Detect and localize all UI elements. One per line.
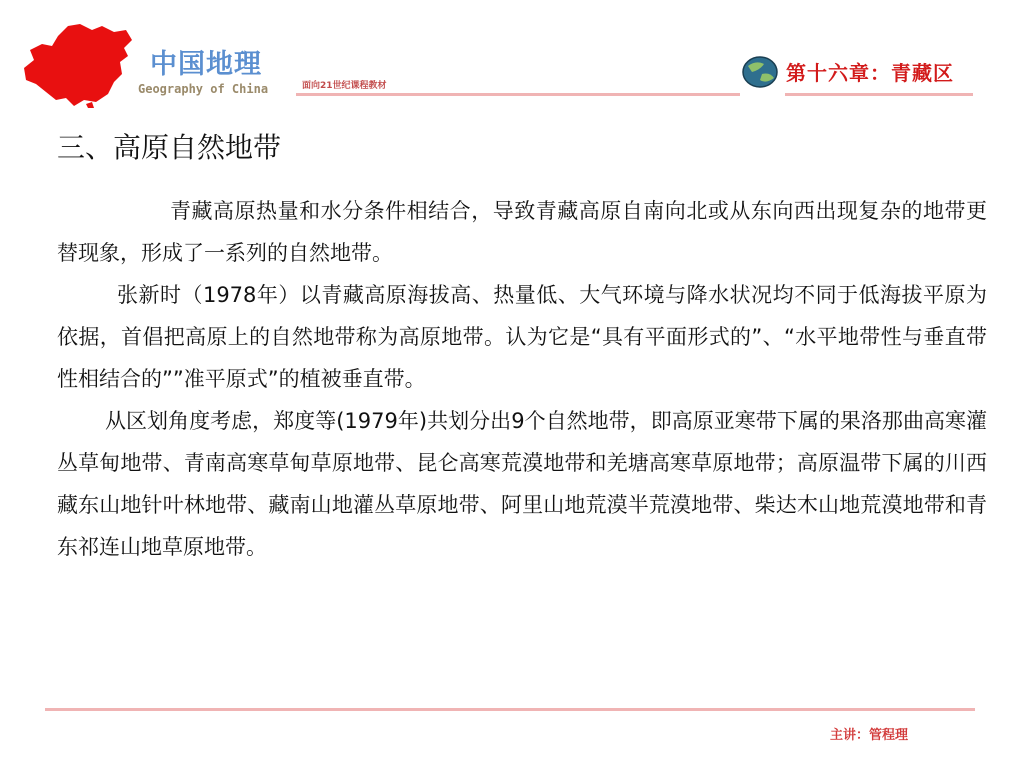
footer-divider <box>45 708 975 711</box>
body-text <box>57 190 987 568</box>
paragraph: 青藏高原热量和水分条件相结合，导致青藏高原自南向北或从东向西出现复杂的地带更替现象，形成了一系列的自然地带。 <box>57 199 987 265</box>
china-map-icon <box>22 22 134 108</box>
paragraph: 从区划角度考虑，郑度等(1979年)共划分出9个自然地带，即高原亚寒带下属的果洛那曲高寒灌丛草甸地带、青南高寒草甸草原地带、昆仑高寒荒漠地带和羌塘高寒草原地带；高原温带下属的川西藏东山地针叶林地带、藏南山地灌丛草原地带、阿里山地荒漠半荒漠地带、柴达木山地荒漠地带和青东祁连山地草原地带。 <box>57 409 987 559</box>
chapter-title: 第十六章：青藏区 <box>786 61 954 85</box>
presenter-credit: 主讲：管程理 <box>830 728 909 743</box>
brand-subtitle: Geography of China <box>138 82 269 96</box>
brand-tag: 面向21世纪课程教材 <box>302 81 387 91</box>
globe-icon <box>740 54 782 90</box>
brand-title: 中国地理 <box>150 49 262 80</box>
section-heading: 三、高原自然地带 <box>57 131 282 164</box>
header-divider-right <box>785 93 973 96</box>
header-divider <box>296 93 740 96</box>
slide-header <box>0 0 1024 110</box>
paragraph: 张新时（1978年）以青藏高原海拔高、热量低、大气环境与降水状况均不同于低海拔平原为依据，首倡把高原上的自然地带称为高原地带。认为它是“具有平面形式的”、“水平地带性与垂直带性相结合的””准平原式”的植被垂直带。 <box>57 283 987 391</box>
